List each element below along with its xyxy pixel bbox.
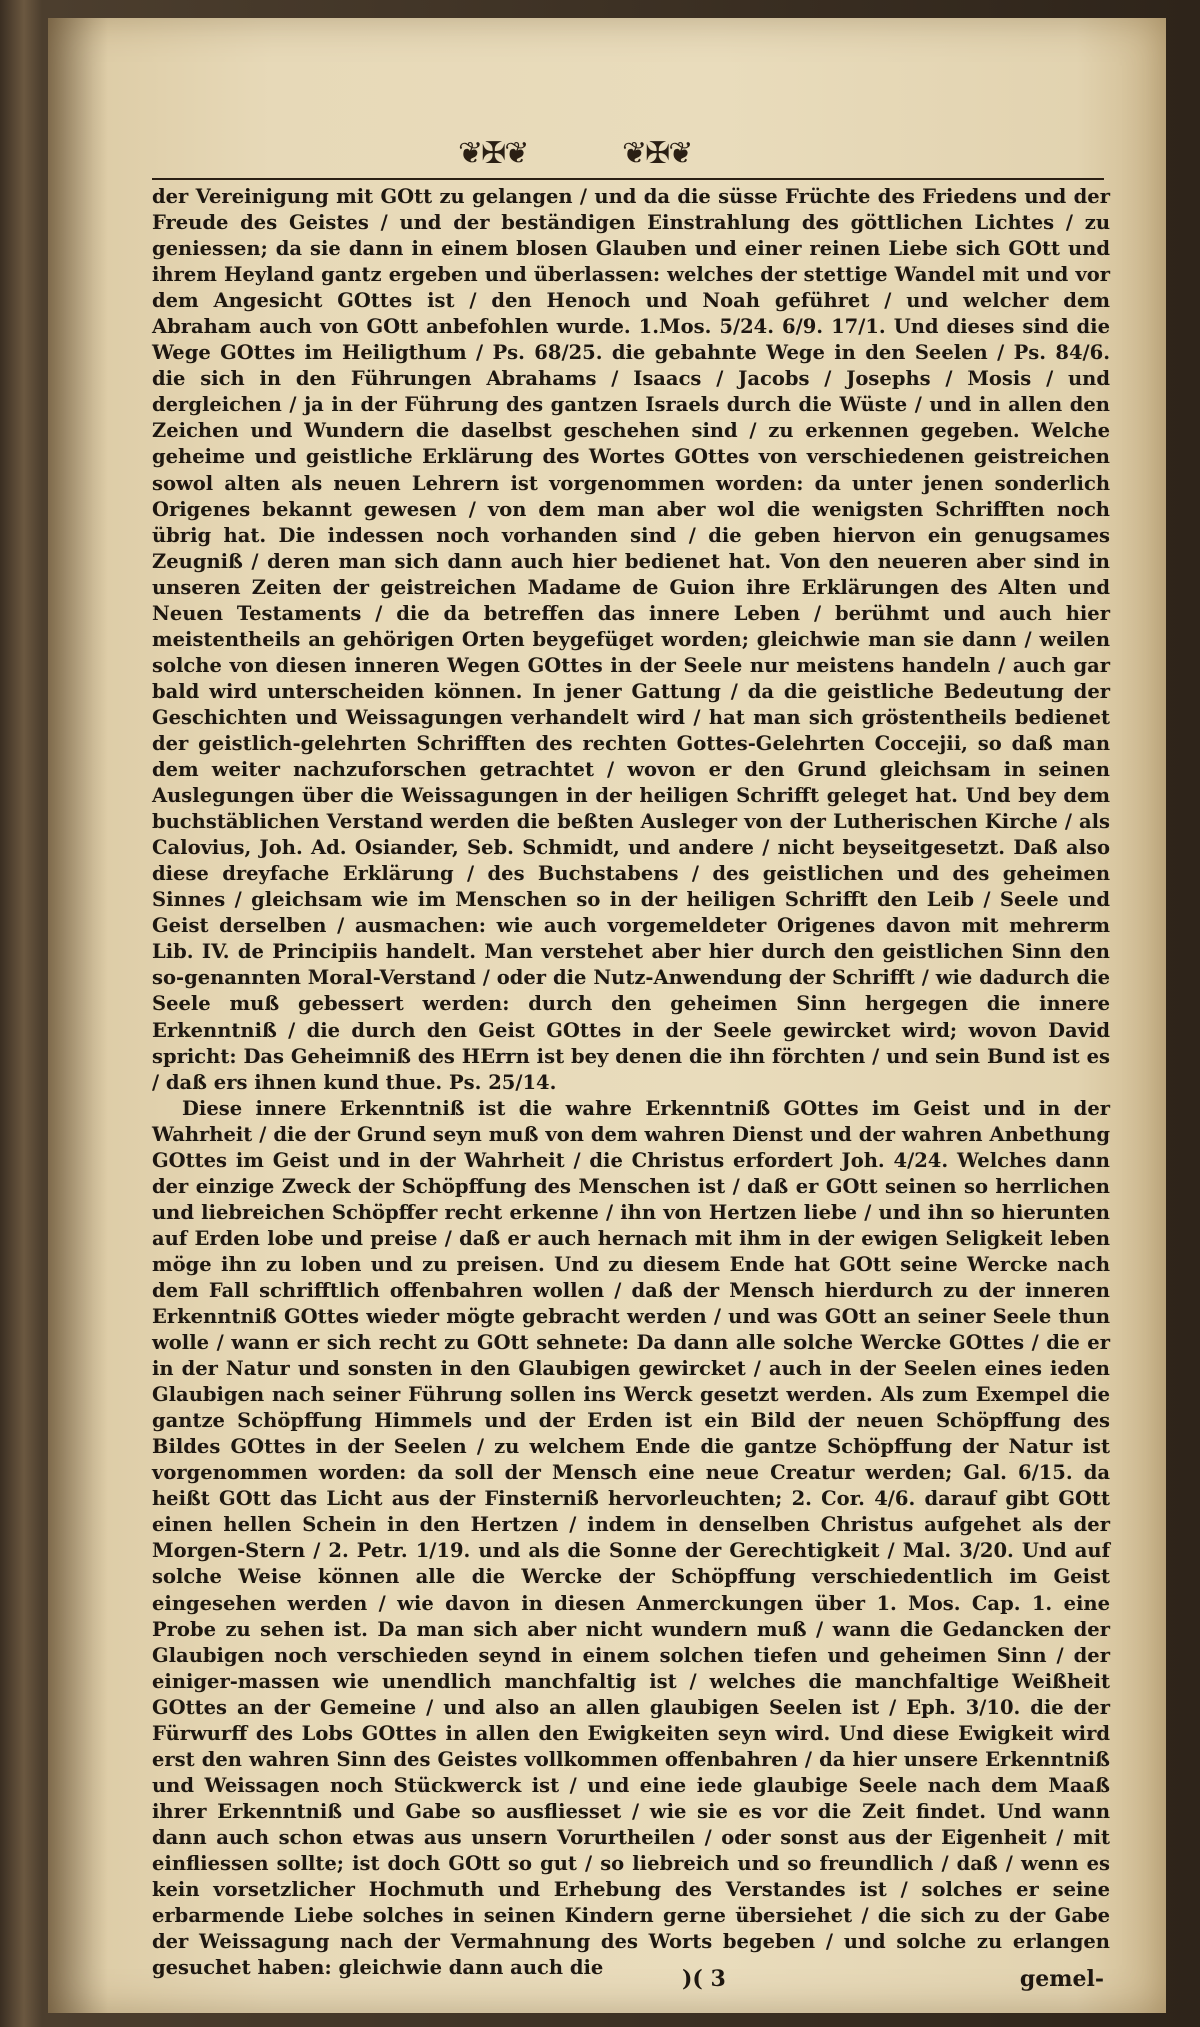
page-gutter-shadow — [48, 18, 108, 2013]
header-rule — [152, 178, 1104, 180]
page-footer — [152, 1966, 1110, 1996]
body-text — [152, 184, 1110, 1981]
ornament-right-icon: ❦✠❦ — [622, 136, 692, 171]
signature-mark: )( 3 — [682, 1966, 726, 1992]
paragraph-two: Diese innere Erkenntniß ist die wahre Erkenntniß GOttes im Geist und in der Wahrheit / die der Grund seyn muß von dem wahren Dienst und der wahren Anbethung GOttes im Geist und in der Wahrheit / die Christus erfordert Joh. 4/24. Welches dann der einzige Zweck der Schöpffung des Menschen ist / daß er GOtt seinen so herrlichen und liebreichen Schöpffer recht erkenne / ihn von Hertzen liebe / und ihn so hierunten auf Erden lobe und preise / daß er auch hernach mit ihm in der ewigen Seligkeit leben möge ihn zu loben und zu preisen. Und zu diesem Ende hat GOtt seine Wercke nach dem Fall schrifftlich offenbahren wollen / daß der Mensch hierdurch zu der inneren Erkenntniß GOttes wieder mögte gebracht werden / und was GOtt an seiner Seele thun wolle / wann er sich recht zu GOtt sehnete: Da dann alle solche Wercke GOttes / die er in der Natur und sonsten in den Glaubigen gewircket / auch in der Seelen eines ieden Glaubigen nach seiner Führung sollen ins Werck gesetzt werden. Als zum Exempel die gantze Schöpffung Himmels und der Erden ist ein Bild der neuen Schöpffung des Bildes GOttes in der Seelen / zu welchem Ende die gantze Schöpffung der Natur ist vorgenommen worden: da soll der Mensch eine neue Creatur werden; Gal. 6/15. da heißt GOtt das Licht aus der Finsterniß hervorleuchten; 2. Cor. 4/6. darauf gibt GOtt einen hellen Schein in den Hertzen / indem in denselben Christus aufgehet als der Morgen-Stern / 2. Petr. 1/19. und als die Sonne der Gerechtigkeit / Mal. 3/20. Und auf solche Weise können alle die Wercke der Schöpffung verschiedentlich im Geist eingesehen werden / wie davon in diesen Anmerckungen über 1. Mos. Cap. 1. eine Probe zu sehen ist. Da man sich aber nicht wundern muß / wann die Gedancken der Glaubigen noch verschieden seynd in einem solchen tiefen und geheimen Sinn / der einiger-massen wie unendlich manchfaltig ist / welches die manchfaltige Weißheit GOttes an der Gemeine / und also an allen glaubigen Seelen ist / Eph. 3/10. die der Fürwurff des Lobs GOttes in allen den Ewigkeiten seyn wird. Und diese Ewigkeit wird erst den wahren Sinn des Geistes vollkommen offenbahren / da hier unsere Erkenntniß und Weissagen noch Stückwerck ist / und eine iede glaubige Seele nach dem Maaß ihrer Erkenntniß und Gabe so ausfliesset / wie sie es vor die Zeit findet. Und wann dann auch schon etwas aus unsern Vorurtheilen / oder sonst aus der Eigenheit / mit einfliessen sollte; ist doch GOtt so gut / so liebreich und so freundlich / daß / wenn es kein vorsetzlicher Hochmuth und Erhebung des Verstandes ist / solches er seine erbarmende Liebe solches in seinen Kindern gerne übersiehet / die sich zu der Gabe der Weissagung nach der Vermahnung des Worts begeben / und solche zu erlangen gesuchet haben: gleichwie dann auch die — [152, 1096, 1110, 1980]
header-ornaments — [48, 136, 1166, 176]
book-page — [48, 18, 1166, 2013]
ornament-left-icon: ❦✠❦ — [458, 136, 528, 171]
catchword: gemel- — [1019, 1966, 1104, 1992]
paragraph-one: der Vereinigung mit GOtt zu gelangen / und da die süsse Früchte des Friedens und der Freude des Geistes / und der beständigen Einstrahlung des göttlichen Lichtes / zu geniessen; da sie dann in einem blosen Glauben und einer reinen Liebe sich GOtt und ihrem Heyland gantz ergeben und überlassen: welches der stettige Wandel mit und vor dem Angesicht GOttes ist / den Henoch und Noah geführet / und welcher dem Abraham auch von GOtt anbefohlen wurde. 1.Mos. 5/24. 6/9. 17/1. Und dieses sind die Wege GOttes im Heiligthum / Ps. 68/25. die gebahnte Wege in den Seelen / Ps. 84/6. die sich in den Führungen Abrahams / Isaacs / Jacobs / Josephs / Mosis / und dergleichen / ja in der Führung des gantzen Israels durch die Wüste / und in allen den Zeichen und Wundern die daselbst geschehen sind / zu erkennen gegeben. Welche geheime und geistliche Erklärung des Wortes GOttes von verschiedenen geistreichen sowol alten als neuen Lehrern ist vorgenommen worden: da unter jenen sonderlich Origenes bekannt gewesen / von dem man aber wol die wenigsten Schrifften noch übrig hat. Die indessen noch vorhanden sind / die geben hiervon ein genugsames Zeugniß / deren man sich dann auch hier bedienet hat. Von den neueren aber sind in unseren Zeiten der geistreichen Madame de Guion ihre Erklärungen des Alten und Neuen Testaments / die da betreffen das innere Leben / berühmt und auch hier meistentheils an gehörigen Orten beygefüget worden; gleichwie man sie dann / weilen solche von diesen inneren Wegen GOttes in der Seele nur meistens handeln / auch gar bald wird unterscheiden können. In jener Gattung / da die geistliche Bedeutung der Geschichten und Weissagungen verhandelt wird / hat man sich gröstentheils bedienet der geistlich-gelehrten Schrifften des rechten Gottes-Gelehrten Coccejii, so daß man dem weiter nachzuforschen getrachtet / wovon er den Grund gleichsam in seinen Auslegungen über die Weissagungen in der heiligen Schrifft geleget hat. Und bey dem buchstäblichen Verstand werden die beßten Ausleger von der Lutherischen Kirche / als Calovius, Joh. Ad. Osiander, Seb. Schmidt, und andere / nicht beyseitgesetzt. Daß also diese dreyfache Erklärung / des Buchstabens / des geistlichen und des geheimen Sinnes / gleichsam wie im Menschen so in der heiligen Schrifft den Leib / Seele und Geist derselben / ausmachen: wie auch vorgemeldeter Origenes davon mit mehrerm Lib. IV. de Principiis handelt. Man verstehet aber hier durch den geistlichen Sinn den so-genannten Moral-Verstand / oder die Nutz-Anwendung der Schrifft / wie dadurch die Seele muß gebessert werden: durch den geheimen Sinn hergegen die innere Erkenntniß / die durch den Geist GOttes in der Seele gewircket wird; wovon David spricht: Das Geheimniß des HErrn ist bey denen die ihn förchten / und sein Bund ist es / daß ers ihnen kund thue. Ps. 25/14. — [152, 185, 1110, 1094]
